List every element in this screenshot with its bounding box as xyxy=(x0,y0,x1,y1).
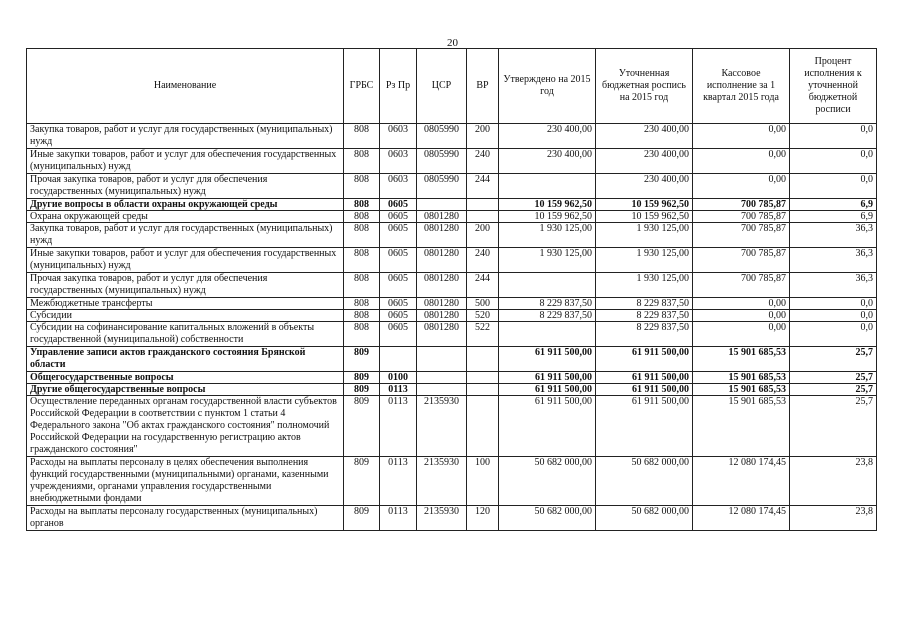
table-row xyxy=(27,396,877,457)
cell-rzpr: 0603 xyxy=(380,149,417,174)
cell-vr xyxy=(467,372,499,384)
cell-vr: 522 xyxy=(467,322,499,347)
cell-refined: 1 930 125,00 xyxy=(596,223,693,248)
budget-table xyxy=(26,48,877,531)
cell-refined: 8 229 837,50 xyxy=(596,310,693,322)
cell-vr: 500 xyxy=(467,298,499,310)
cell-approved: 50 682 000,00 xyxy=(499,457,596,506)
cell-rzpr: 0605 xyxy=(380,199,417,211)
cell-percent: 0,0 xyxy=(790,174,877,199)
cell-refined: 10 159 962,50 xyxy=(596,211,693,223)
table-row xyxy=(27,223,877,248)
cell-name: Осуществление переданных органам государственной власти субъектов Российской Федерации в соответствии с пунктом 1 статьи 4 Федерального закона "Об актах гражданского состояния" полномочий Российской Федерации на государственную регистрацию актов гражданского состояния" xyxy=(27,396,344,457)
cell-csr: 0805990 xyxy=(417,174,467,199)
cell-percent: 36,3 xyxy=(790,248,877,273)
cell-vr: 240 xyxy=(467,149,499,174)
cell-rzpr: 0603 xyxy=(380,124,417,149)
cell-grbs: 808 xyxy=(344,211,380,223)
cell-cash: 700 785,87 xyxy=(693,199,790,211)
cell-name: Субсидии на софинансирование капитальных вложений в объекты государственной (муниципальной) собственности xyxy=(27,322,344,347)
header-csr: ЦСР xyxy=(417,49,467,124)
cell-percent: 25,7 xyxy=(790,372,877,384)
header-rzpr: Рз Пр xyxy=(380,49,417,124)
cell-name: Закупка товаров, работ и услуг для государственных (муниципальных) нужд xyxy=(27,124,344,149)
cell-grbs: 808 xyxy=(344,174,380,199)
cell-vr xyxy=(467,396,499,457)
cell-name: Общегосударственные вопросы xyxy=(27,372,344,384)
cell-vr xyxy=(467,384,499,396)
table-row xyxy=(27,384,877,396)
cell-grbs: 808 xyxy=(344,310,380,322)
cell-grbs: 808 xyxy=(344,199,380,211)
cell-percent: 36,3 xyxy=(790,273,877,298)
header-vr: ВР xyxy=(467,49,499,124)
cell-approved: 61 911 500,00 xyxy=(499,384,596,396)
cell-approved: 10 159 962,50 xyxy=(499,199,596,211)
cell-refined: 10 159 962,50 xyxy=(596,199,693,211)
cell-grbs: 809 xyxy=(344,372,380,384)
cell-grbs: 808 xyxy=(344,149,380,174)
cell-approved xyxy=(499,322,596,347)
cell-refined: 230 400,00 xyxy=(596,174,693,199)
cell-csr: 0805990 xyxy=(417,149,467,174)
cell-vr xyxy=(467,211,499,223)
cell-name: Другие общегосударственные вопросы xyxy=(27,384,344,396)
header-name: Наименование xyxy=(27,49,344,124)
cell-name: Субсидии xyxy=(27,310,344,322)
cell-csr: 2135930 xyxy=(417,506,467,531)
cell-percent: 0,0 xyxy=(790,149,877,174)
cell-cash: 700 785,87 xyxy=(693,273,790,298)
cell-rzpr: 0113 xyxy=(380,384,417,396)
cell-refined: 61 911 500,00 xyxy=(596,384,693,396)
cell-grbs: 809 xyxy=(344,457,380,506)
table-row xyxy=(27,124,877,149)
cell-percent: 25,7 xyxy=(790,347,877,372)
cell-name: Другие вопросы в области охраны окружающей среды xyxy=(27,199,344,211)
cell-grbs: 808 xyxy=(344,223,380,248)
cell-grbs: 809 xyxy=(344,396,380,457)
cell-vr xyxy=(467,347,499,372)
cell-approved: 8 229 837,50 xyxy=(499,298,596,310)
cell-rzpr: 0605 xyxy=(380,322,417,347)
cell-approved: 50 682 000,00 xyxy=(499,506,596,531)
cell-percent: 25,7 xyxy=(790,384,877,396)
cell-rzpr: 0605 xyxy=(380,273,417,298)
cell-approved xyxy=(499,174,596,199)
cell-percent: 23,8 xyxy=(790,506,877,531)
cell-name: Прочая закупка товаров, работ и услуг для обеспечения государственных (муниципальных) нужд xyxy=(27,273,344,298)
cell-cash: 15 901 685,53 xyxy=(693,347,790,372)
header-cash: Кассовое исполнение за 1 квартал 2015 года xyxy=(693,49,790,124)
cell-cash: 12 080 174,45 xyxy=(693,506,790,531)
table-row xyxy=(27,457,877,506)
cell-csr: 0801280 xyxy=(417,223,467,248)
table-body xyxy=(27,124,877,531)
cell-refined: 61 911 500,00 xyxy=(596,396,693,457)
cell-csr: 0801280 xyxy=(417,273,467,298)
header-grbs: ГРБС xyxy=(344,49,380,124)
cell-vr: 244 xyxy=(467,273,499,298)
cell-rzpr: 0113 xyxy=(380,506,417,531)
cell-csr: 0801280 xyxy=(417,211,467,223)
cell-refined: 230 400,00 xyxy=(596,149,693,174)
cell-approved: 230 400,00 xyxy=(499,124,596,149)
cell-refined: 61 911 500,00 xyxy=(596,372,693,384)
cell-grbs: 808 xyxy=(344,298,380,310)
cell-refined: 50 682 000,00 xyxy=(596,457,693,506)
cell-rzpr: 0113 xyxy=(380,396,417,457)
cell-cash: 0,00 xyxy=(693,174,790,199)
cell-cash: 12 080 174,45 xyxy=(693,457,790,506)
cell-vr: 200 xyxy=(467,223,499,248)
header-percent: Процент исполнения к уточненной бюджетной росписи xyxy=(790,49,877,124)
table-row xyxy=(27,211,877,223)
cell-approved: 230 400,00 xyxy=(499,149,596,174)
cell-name: Прочая закупка товаров, работ и услуг для обеспечения государственных (муниципальных) нужд xyxy=(27,174,344,199)
table-row xyxy=(27,273,877,298)
cell-csr: 0801280 xyxy=(417,248,467,273)
cell-csr: 0805990 xyxy=(417,124,467,149)
cell-rzpr xyxy=(380,347,417,372)
table-row xyxy=(27,298,877,310)
cell-cash: 15 901 685,53 xyxy=(693,384,790,396)
cell-refined: 1 930 125,00 xyxy=(596,248,693,273)
cell-name: Расходы на выплаты персоналу в целях обеспечения выполнения функций государственными (муниципальными) органами, казенными учреждениями, органами управления государственными внебюджетными фондами xyxy=(27,457,344,506)
cell-csr: 0801280 xyxy=(417,322,467,347)
table-row xyxy=(27,310,877,322)
cell-approved: 8 229 837,50 xyxy=(499,310,596,322)
cell-approved: 61 911 500,00 xyxy=(499,396,596,457)
cell-vr: 200 xyxy=(467,124,499,149)
cell-approved: 10 159 962,50 xyxy=(499,211,596,223)
cell-refined: 61 911 500,00 xyxy=(596,347,693,372)
cell-grbs: 809 xyxy=(344,506,380,531)
cell-cash: 0,00 xyxy=(693,149,790,174)
table-row xyxy=(27,372,877,384)
cell-rzpr: 0605 xyxy=(380,310,417,322)
cell-approved: 61 911 500,00 xyxy=(499,372,596,384)
cell-csr xyxy=(417,199,467,211)
cell-vr: 120 xyxy=(467,506,499,531)
cell-percent: 6,9 xyxy=(790,211,877,223)
cell-grbs: 808 xyxy=(344,273,380,298)
cell-percent: 6,9 xyxy=(790,199,877,211)
cell-name: Иные закупки товаров, работ и услуг для обеспечения государственных (муниципальных) нужд xyxy=(27,248,344,273)
cell-vr: 244 xyxy=(467,174,499,199)
cell-cash: 700 785,87 xyxy=(693,223,790,248)
cell-vr xyxy=(467,199,499,211)
cell-cash: 700 785,87 xyxy=(693,211,790,223)
cell-name: Межбюджетные трансферты xyxy=(27,298,344,310)
cell-vr: 100 xyxy=(467,457,499,506)
cell-csr: 2135930 xyxy=(417,457,467,506)
cell-csr xyxy=(417,384,467,396)
cell-csr: 2135930 xyxy=(417,396,467,457)
cell-refined: 230 400,00 xyxy=(596,124,693,149)
cell-grbs: 808 xyxy=(344,248,380,273)
cell-name: Закупка товаров, работ и услуг для государственных (муниципальных) нужд xyxy=(27,223,344,248)
cell-percent: 0,0 xyxy=(790,322,877,347)
cell-vr: 520 xyxy=(467,310,499,322)
page-number: 20 xyxy=(447,37,458,49)
cell-name: Охрана окружающей среды xyxy=(27,211,344,223)
cell-percent: 0,0 xyxy=(790,310,877,322)
cell-cash: 0,00 xyxy=(693,322,790,347)
cell-refined: 8 229 837,50 xyxy=(596,298,693,310)
cell-rzpr: 0100 xyxy=(380,372,417,384)
table-row xyxy=(27,322,877,347)
cell-rzpr: 0113 xyxy=(380,457,417,506)
cell-name: Иные закупки товаров, работ и услуг для обеспечения государственных (муниципальных) нужд xyxy=(27,149,344,174)
cell-percent: 25,7 xyxy=(790,396,877,457)
header-approved: Утверждено на 2015 год xyxy=(499,49,596,124)
header-refined: Уточненная бюджетная роспись на 2015 год xyxy=(596,49,693,124)
cell-percent: 0,0 xyxy=(790,298,877,310)
cell-cash: 700 785,87 xyxy=(693,248,790,273)
cell-refined: 8 229 837,50 xyxy=(596,322,693,347)
cell-rzpr: 0605 xyxy=(380,223,417,248)
cell-refined: 1 930 125,00 xyxy=(596,273,693,298)
cell-percent: 23,8 xyxy=(790,457,877,506)
cell-csr: 0801280 xyxy=(417,298,467,310)
table-row xyxy=(27,149,877,174)
cell-name: Управление записи актов гражданского состояния Брянской области xyxy=(27,347,344,372)
cell-approved: 1 930 125,00 xyxy=(499,223,596,248)
cell-percent: 0,0 xyxy=(790,124,877,149)
cell-csr xyxy=(417,372,467,384)
cell-rzpr: 0605 xyxy=(380,298,417,310)
cell-csr xyxy=(417,347,467,372)
cell-cash: 0,00 xyxy=(693,298,790,310)
table-row xyxy=(27,347,877,372)
cell-name: Расходы на выплаты персоналу государственных (муниципальных) органов xyxy=(27,506,344,531)
cell-rzpr: 0605 xyxy=(380,248,417,273)
cell-rzpr: 0603 xyxy=(380,174,417,199)
cell-approved: 1 930 125,00 xyxy=(499,248,596,273)
cell-grbs: 808 xyxy=(344,322,380,347)
table-row xyxy=(27,199,877,211)
cell-rzpr: 0605 xyxy=(380,211,417,223)
cell-refined: 50 682 000,00 xyxy=(596,506,693,531)
cell-cash: 0,00 xyxy=(693,124,790,149)
cell-cash: 0,00 xyxy=(693,310,790,322)
cell-percent: 36,3 xyxy=(790,223,877,248)
cell-csr: 0801280 xyxy=(417,310,467,322)
cell-cash: 15 901 685,53 xyxy=(693,372,790,384)
header-row xyxy=(27,49,877,124)
cell-vr: 240 xyxy=(467,248,499,273)
cell-grbs: 809 xyxy=(344,384,380,396)
cell-approved xyxy=(499,273,596,298)
cell-grbs: 809 xyxy=(344,347,380,372)
table-row xyxy=(27,248,877,273)
cell-grbs: 808 xyxy=(344,124,380,149)
cell-approved: 61 911 500,00 xyxy=(499,347,596,372)
table-row xyxy=(27,506,877,531)
table-row xyxy=(27,174,877,199)
cell-cash: 15 901 685,53 xyxy=(693,396,790,457)
